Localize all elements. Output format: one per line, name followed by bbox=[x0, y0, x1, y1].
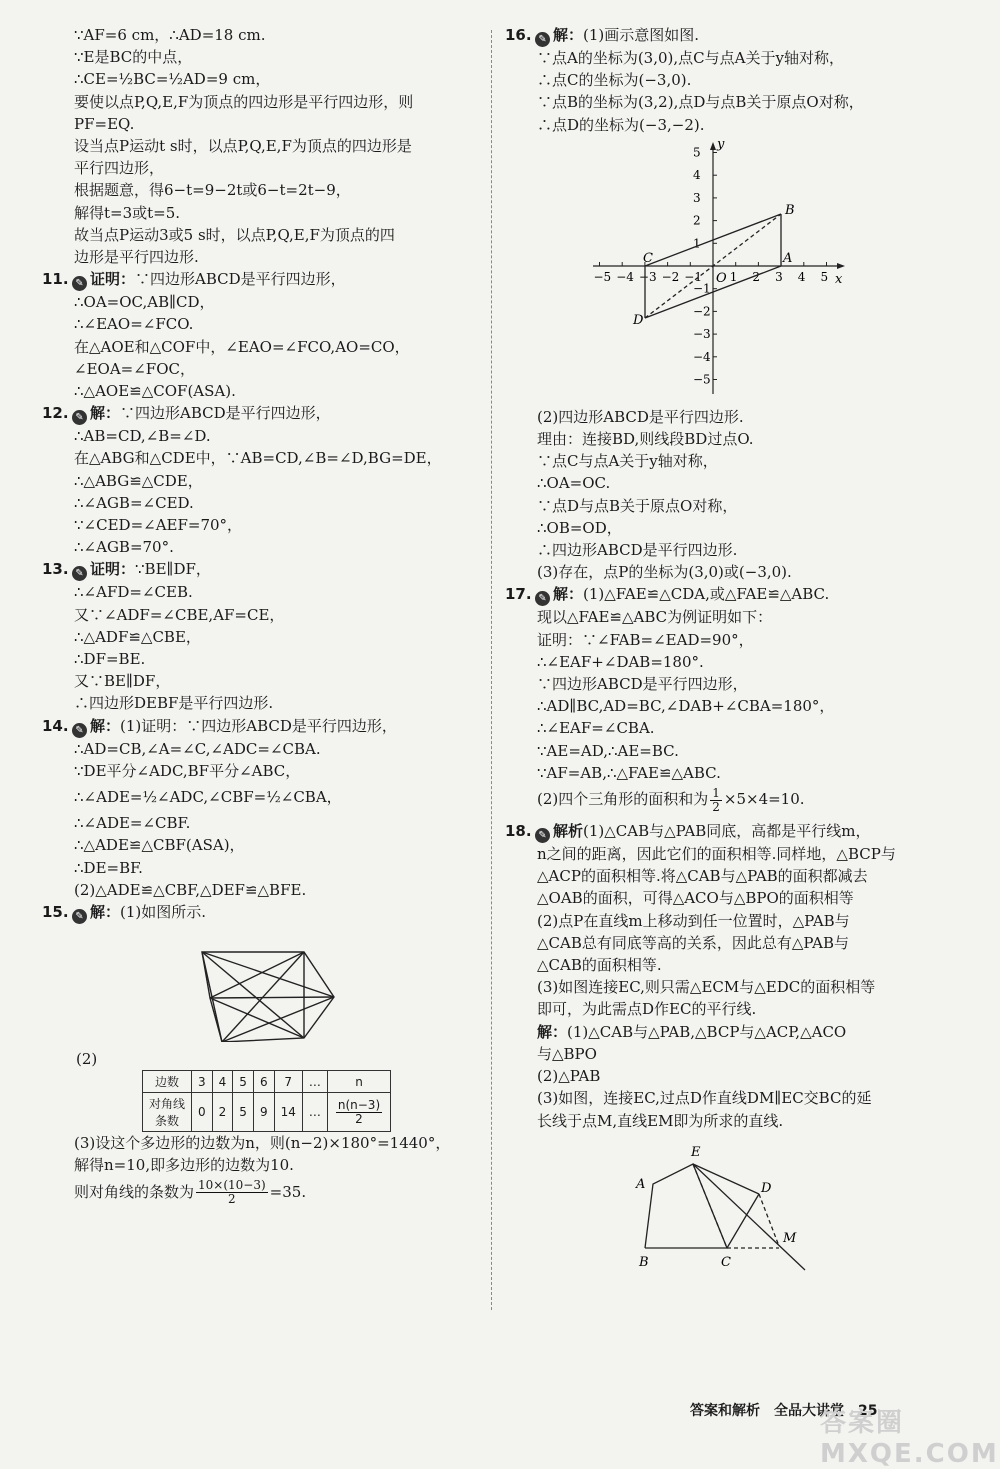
label-M: M bbox=[783, 1230, 797, 1246]
diagonal-count-table bbox=[142, 1070, 391, 1132]
question-number: 13. bbox=[42, 560, 69, 579]
answer-tag: 解： bbox=[90, 716, 121, 735]
pencil-icon: ✎ bbox=[72, 410, 87, 425]
y-tick-label: −1 bbox=[693, 281, 711, 296]
question-13: 13. ✎ 证明：∵BE∥DF， ∴∠AFD=∠CEB. 又∵∠ADF=∠CBE,AF=CE， ∴△ADF≌△CBE， ∴DF=BE. 又∵BE∥DF， ∴四边形DEBF是平行四边形. bbox=[42, 560, 285, 713]
x-tick-label: −1 bbox=[684, 269, 703, 284]
fraction: $\frac{1}{2}$ bbox=[712, 785, 720, 814]
solution-tag: 解： bbox=[537, 1022, 568, 1041]
pencil-icon: ✎ bbox=[72, 276, 87, 291]
pentagon-diagonals-figure bbox=[42, 932, 472, 1042]
text-line: 平行四边形， bbox=[74, 159, 165, 178]
question-12: 12. ✎ 解：∵四边形ABCD是平行四边形， ∴AB=CD,∠B=∠D. 在△ABG和△CDE中，∵AB=CD,∠B=∠D,BG=DE， ∴△ABG≌△CDE， ∴∠AGB=∠CED. ∵∠CED=∠AEF=70°， ∴∠AGB=70°. bbox=[42, 404, 442, 557]
text-line: ∴CE=½BC=½AD=9 cm， bbox=[74, 70, 271, 89]
quadrilateral-ABCE bbox=[645, 1164, 727, 1248]
table-row: 对角线 条数 0 2 5 9 14 … $\frac{n(n-3)}{2}$ bbox=[143, 1093, 391, 1132]
label-A: A bbox=[636, 1176, 646, 1192]
text-line: 解得t=3或t=5. bbox=[74, 203, 181, 222]
answer-tag: 解： bbox=[90, 902, 121, 921]
pencil-icon: ✎ bbox=[72, 723, 87, 738]
y-tick-label: 3 bbox=[693, 190, 701, 205]
answer-tag: 解： bbox=[553, 26, 584, 44]
analysis-tag: 解析 bbox=[553, 822, 584, 841]
text-line: 要使以点P,Q,E,F为顶点的四边形是平行四边形，则 bbox=[74, 92, 414, 111]
answer-tag: 证明： bbox=[90, 560, 136, 579]
right-column bbox=[505, 24, 955, 1276]
svg-text:O: O bbox=[716, 270, 727, 286]
label-D: D bbox=[761, 1180, 772, 1196]
fraction: $\frac{n(n-3)}{2}$ bbox=[337, 1097, 381, 1126]
text-line: 根据题意，得6−t=9−2t或6−t=2t−9， bbox=[74, 181, 351, 200]
question-number: 12. bbox=[42, 404, 69, 423]
text-line: 边形是平行四边形. bbox=[74, 248, 199, 267]
text-line: PF=EQ. bbox=[74, 114, 135, 133]
pencil-icon: ✎ bbox=[535, 32, 550, 47]
watermark: 答案圈 MXQE.COM bbox=[820, 1408, 999, 1469]
y-tick-label: 1 bbox=[693, 236, 701, 251]
svg-text:y: y bbox=[717, 136, 725, 152]
answer-tag: 解： bbox=[90, 404, 121, 423]
x-tick-label: −2 bbox=[661, 269, 680, 284]
pencil-icon: ✎ bbox=[535, 591, 550, 606]
question-15: 15. ✎ 解：(1)如图所示. (2) 边数 3 4 5 6 7 … n 对角线 条数 0 2 5 9 14 … $\frac{n(n-3)}{2}$ (3)设这个多边形的边数为n，则(n−2)×180°=1440°， 解得n=10,即多边形的边数为10. 则对角线的条数为 $\frac{10\times(10-3)}{2}$ =35. bbox=[42, 901, 477, 1207]
y-tick-label: 2 bbox=[693, 213, 701, 228]
x-tick-label: 3 bbox=[775, 269, 783, 284]
y-tick-label: −4 bbox=[693, 349, 711, 364]
pencil-icon: ✎ bbox=[72, 566, 87, 581]
question-number: 16. bbox=[505, 26, 532, 44]
pencil-icon: ✎ bbox=[535, 828, 550, 843]
table-row: 边数 3 4 5 6 7 … n bbox=[143, 1071, 391, 1093]
y-tick-label: −2 bbox=[693, 304, 711, 319]
answer-tag: 证明： bbox=[90, 270, 136, 289]
x-tick-label: −5 bbox=[593, 269, 612, 284]
pencil-icon: ✎ bbox=[72, 909, 87, 924]
text-line: 设当点P运动t s时，以点P,Q,E,F为顶点的四边形是 bbox=[74, 137, 412, 156]
page-footer: 答案和解析 全品大讲堂 25 bbox=[690, 1403, 878, 1419]
label-B: B bbox=[785, 202, 795, 218]
x-tick-label: 4 bbox=[797, 269, 806, 284]
label-D: D bbox=[633, 312, 644, 328]
label-E: E bbox=[691, 1144, 701, 1160]
coordinate-graph bbox=[505, 136, 955, 406]
y-tick-label: −5 bbox=[693, 372, 711, 387]
svg-text:x: x bbox=[835, 271, 843, 287]
question-16: 16. ✎ 解：(1)画示意图如图. ∵点A的坐标为(3,0),点C与点A关于y轴对称， ∴点C的坐标为(−3,0). ∵点B的坐标为(3,2),点D与点B关于原点O对称， ∴点D的坐标为(−3,−2). −5 −4 −3 −2 −1 1 2 3 4 5 5 4 3 2 1 −1 −2 −3 −4 −5 y x O A B C D (2)四边形ABCD是平行四边形. 理由：连接BD,则线段BD过点O. ∵点C与点A关于y轴对称， ∴OA=OC. ∵点D与点B关于原点O对称， ∴OB=OD， ∴四边形ABCD是平行四边形. (3)存在，点P的坐标为(3,0)或(−3,0). bbox=[505, 24, 955, 583]
text-line: ∵E是BC的中点， bbox=[74, 48, 193, 67]
question-14: 14. ✎ 解：(1)证明：∵四边形ABCD是平行四边形， ∴AD=CB,∠A=∠C,∠ADC=∠CBA. ∵DE平分∠ADC,BF平分∠ABC， ∴∠ADE=½∠ADC,∠CBF=½∠CBA， ∴∠ADE=∠CBF. ∴△ADE≌△CBF(ASA)， ∴DE=BF. (2)△ADE≌△CBF,△DEF≌△BFE. bbox=[42, 716, 397, 899]
label-A: A bbox=[783, 250, 793, 266]
y-tick-label: 4 bbox=[693, 168, 701, 183]
label-C: C bbox=[721, 1254, 731, 1270]
segment-DM-dashed bbox=[759, 1194, 779, 1246]
question-number: 14. bbox=[42, 716, 69, 735]
text-line: ∵AF=6 cm，∴AD=18 cm. bbox=[74, 26, 266, 44]
y-tick-label: −3 bbox=[693, 326, 711, 341]
label-B: B bbox=[639, 1254, 649, 1270]
question-number: 11. bbox=[42, 270, 69, 289]
question-18: 18. ✎ 解析(1)△CAB与△PAB同底，高都是平行线m， n之间的距离，因此它们的面积相等.同样地，△BCP与 △ACP的面积相等.将△CAB与△PAB的面积都减去 △OAB的面积，可得△ACO与△BPO的面积相等 (2)点P在直线m上移动到任一位置时，△PAB与 △CAB总有同底等高的关系，因此总有△PAB与 △CAB的面积相等. (3)如图连接EC,则只需△ECM与△EDC的面积相等 即可，为此需点D作EC的平行线. 解：(1)△CAB与△PAB,△BCP与△ACP,△ACO 与△BPO (2)△PAB (3)如图，连接EC,过点D作直线DM∥EC交BC的延 长线于点M,直线EM即为所求的直线. E A D M B C bbox=[505, 820, 955, 1276]
x-tick-label: 1 bbox=[729, 269, 738, 284]
answer-tag: 解： bbox=[553, 585, 584, 604]
question-number: 17. bbox=[505, 585, 532, 604]
question-number: 15. bbox=[42, 902, 69, 921]
question-17: 17. ✎ 解：(1)△FAE≌△CDA,或△FAE≌△ABC. 现以△FAE≌△ABC为例证明如下： 证明：∵∠FAB=∠EAD=90°， ∴∠EAF+∠DAB=180°. ∵四边形ABCD是平行四边形， ∴AD∥BC,AD=BC,∠DAB+∠CBA=180°， ∴∠EAF=∠CBA. ∵AE=AD,∴AE=BC. ∵AF=AB,∴△FAE≌△ABC. (2)四个三角形的面积和为 $\frac{1}{2}$ ×5×4=10. bbox=[505, 585, 835, 814]
x-tick-label: 5 bbox=[820, 269, 829, 284]
line-EM bbox=[693, 1164, 805, 1270]
column-divider bbox=[491, 30, 492, 1310]
q10-continuation bbox=[42, 24, 477, 268]
segment-CD bbox=[727, 1194, 759, 1248]
y-tick-label: 5 bbox=[693, 145, 701, 160]
question-11: 11. ✎ 证明：∵四边形ABCD是平行四边形， ∴OA=OC,AB∥CD， ∴∠EAO=∠FCO. 在△AOE和△COF中，∠EAO=∠FCO,AO=CO， ∠EOA=∠FOC， ∴△AOE≌△COF(ASA). bbox=[42, 270, 410, 401]
x-tick-label: 2 bbox=[752, 269, 761, 284]
x-tick-label: −4 bbox=[616, 269, 634, 284]
fraction: $\frac{10\times(10-3)}{2}$ bbox=[198, 1178, 266, 1207]
construction-figure bbox=[505, 1136, 955, 1276]
x-ticks bbox=[594, 262, 829, 284]
question-number: 18. bbox=[505, 822, 532, 841]
label-C: C bbox=[643, 250, 653, 266]
x-tick-label: −3 bbox=[638, 269, 657, 284]
left-column bbox=[42, 24, 477, 1207]
text-line: 故当点P运动3或5 s时，以点P,Q,E,F为顶点的四 bbox=[74, 225, 395, 244]
